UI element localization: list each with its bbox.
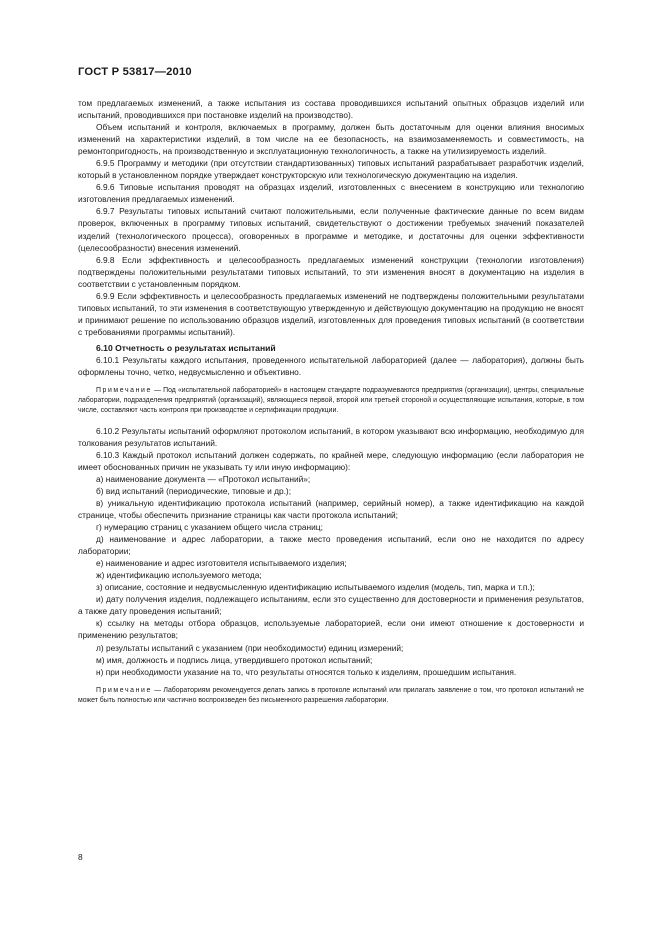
paragraph-continuation: том предлагаемых изменений, а также испытания из состава проводившихся испытаний опытных образцов изделий или испытаний, проводившихся при постановке изделий на производство). [78,98,584,121]
list-item: е) наименование и адрес изготовителя испытываемого изделия; [96,558,347,569]
page-body [78,97,584,714]
note-1 [78,386,584,417]
list-item: и) дату получения изделия, подлежащего испытаниям, если это существенно для достоверности и применения результатов, а также дату проведения испытаний; [78,594,584,617]
clause-6-9-6: 6.9.6 Типовые испытания проводят на образцах изделий, изготовленных с внесением в конструкцию или технологию изготовления предлагаемых изменений. [78,182,584,205]
note-text: — Под «испытательной лабораторией» в настоящем стандарте подразумеваются предприятия (организации), центры, специальные лаборатории, подразделения предприятий (организаций), являющиеся первой, второй или третьей стороной и осуществляющие испытания, которые, в том числе, составляют часть контроля при производстве и сертификации продукции. [78,387,584,415]
clause-6-10-3: 6.10.3 Каждый протокол испытаний должен содержать, по крайней мере, следующую информацию (если лаборатория не имеет обоснованных причин не указывать ту или иную информацию): [78,449,584,472]
note-text: — Лабораториям рекомендуется делать запись в протоколе испытаний или прилагать заявление о том, что протокол испытаний не может быть полностью или частично воспроизведен без письменного разрешения лаборатории. [78,686,584,704]
section-heading-6-10: 6.10 Отчетность о результатах испытаний [96,342,276,353]
list-item: в) уникальную идентификацию протокола испытаний (например, серийный номер), а также идентификацию на каждой странице, чтобы обеспечить признание страницы как части протокола испытаний; [78,497,584,521]
note-2 [78,686,584,706]
clause-6-9-7: 6.9.7 Результаты типовых испытаний считают положительными, если полученные фактические данные по всем видам проверок, включенных в программу типовых испытаний, свидетельствуют о достижении требуемых значений показателей изделий (технологического процесса), оговоренных в программе и методике, и достаточны для оценки эффективности (целесообразности) внесения изменений. [78,206,584,253]
paragraph: Объем испытаний и контроля, включаемых в программу, должен быть достаточным для оценки влияния вносимых изменений на характеристики изделий, в том числе на ее безопасность, на взаимозаменяемость и совместимость, на ремонтопригодность, на производственную и эксплуатационную технологичность, а также на утилизируемость изделий. [78,122,584,157]
clause-6-10-1: 6.10.1 Результаты каждого испытания, проведенного испытательной лабораторией (далее — лаборатория), должны быть оформлены точно, четко, недвусмысленно и объективно. [78,354,584,378]
clause-6-9-8: 6.9.8 Если эффективность и целесообразность предлагаемых изменений конструкции (технологии изготовления) подтверждены положительными результатами типовых испытаний, то эти изменения вносят в документацию на изделия в соответствии с установленным порядком. [78,254,584,289]
note-label: Примечание [96,387,152,395]
list-item: д) наименование и адрес лаборатории, а также место проведения испытаний, если оно не находится по адресу лаборатории; [78,534,584,557]
list-item: ж) идентификацию используемого метода; [96,570,262,581]
clause-6-10-2: 6.10.2 Результаты испытаний оформляют протоколом испытаний, в котором указывают всю информацию, необходимую для толкования результатов испытаний. [78,425,584,448]
document-header-title: ГОСТ Р 53817—2010 [78,66,192,78]
list-item: л) результаты испытаний с указанием (при необходимости) единиц измерений; [96,642,404,653]
list-item: м) имя, должность и подпись лица, утвердившего протокол испытаний; [96,654,373,665]
page-number: 8 [78,852,83,862]
clause-6-9-5: 6.9.5 Программу и методики (при отсутствии стандартизованных) типовых испытаний разрабатывает разработчик изделий, который в установленном порядке утверждает конструкторскую или технологическую документацию на изделия. [78,158,584,181]
note-label: Примечание [96,686,152,694]
list-item: г) нумерацию страниц с указанием общего числа страниц; [96,522,323,533]
clause-6-9-9: 6.9.9 Если эффективность и целесообразность предлагаемых изменений не подтверждены положительными результатами типовых испытаний, то эти изменения в соответствующую утвержденную и действующую документацию на продукцию не вносят и принимают решение по использованию образцов изделий, изготовленных для проведения типовых испытаний (в соответствии с требованиями программы испытаний). [78,290,584,337]
list-item: а) наименование документа — «Протокол испытаний»; [96,473,311,484]
list-item: б) вид испытаний (периодические, типовые и др.); [96,485,292,496]
list-item: к) ссылку на методы отбора образцов, используемые лабораторией, если они имеют отношение к достоверности и применению результатов; [78,618,584,641]
list-item: н) при необходимости указание на то, что результаты относятся только к изделиям, прошедшим испытания. [96,666,517,677]
list-item: з) описание, состояние и недвусмысленную идентификацию испытываемого изделия (модель, тип, марка и т.п.); [96,582,535,593]
